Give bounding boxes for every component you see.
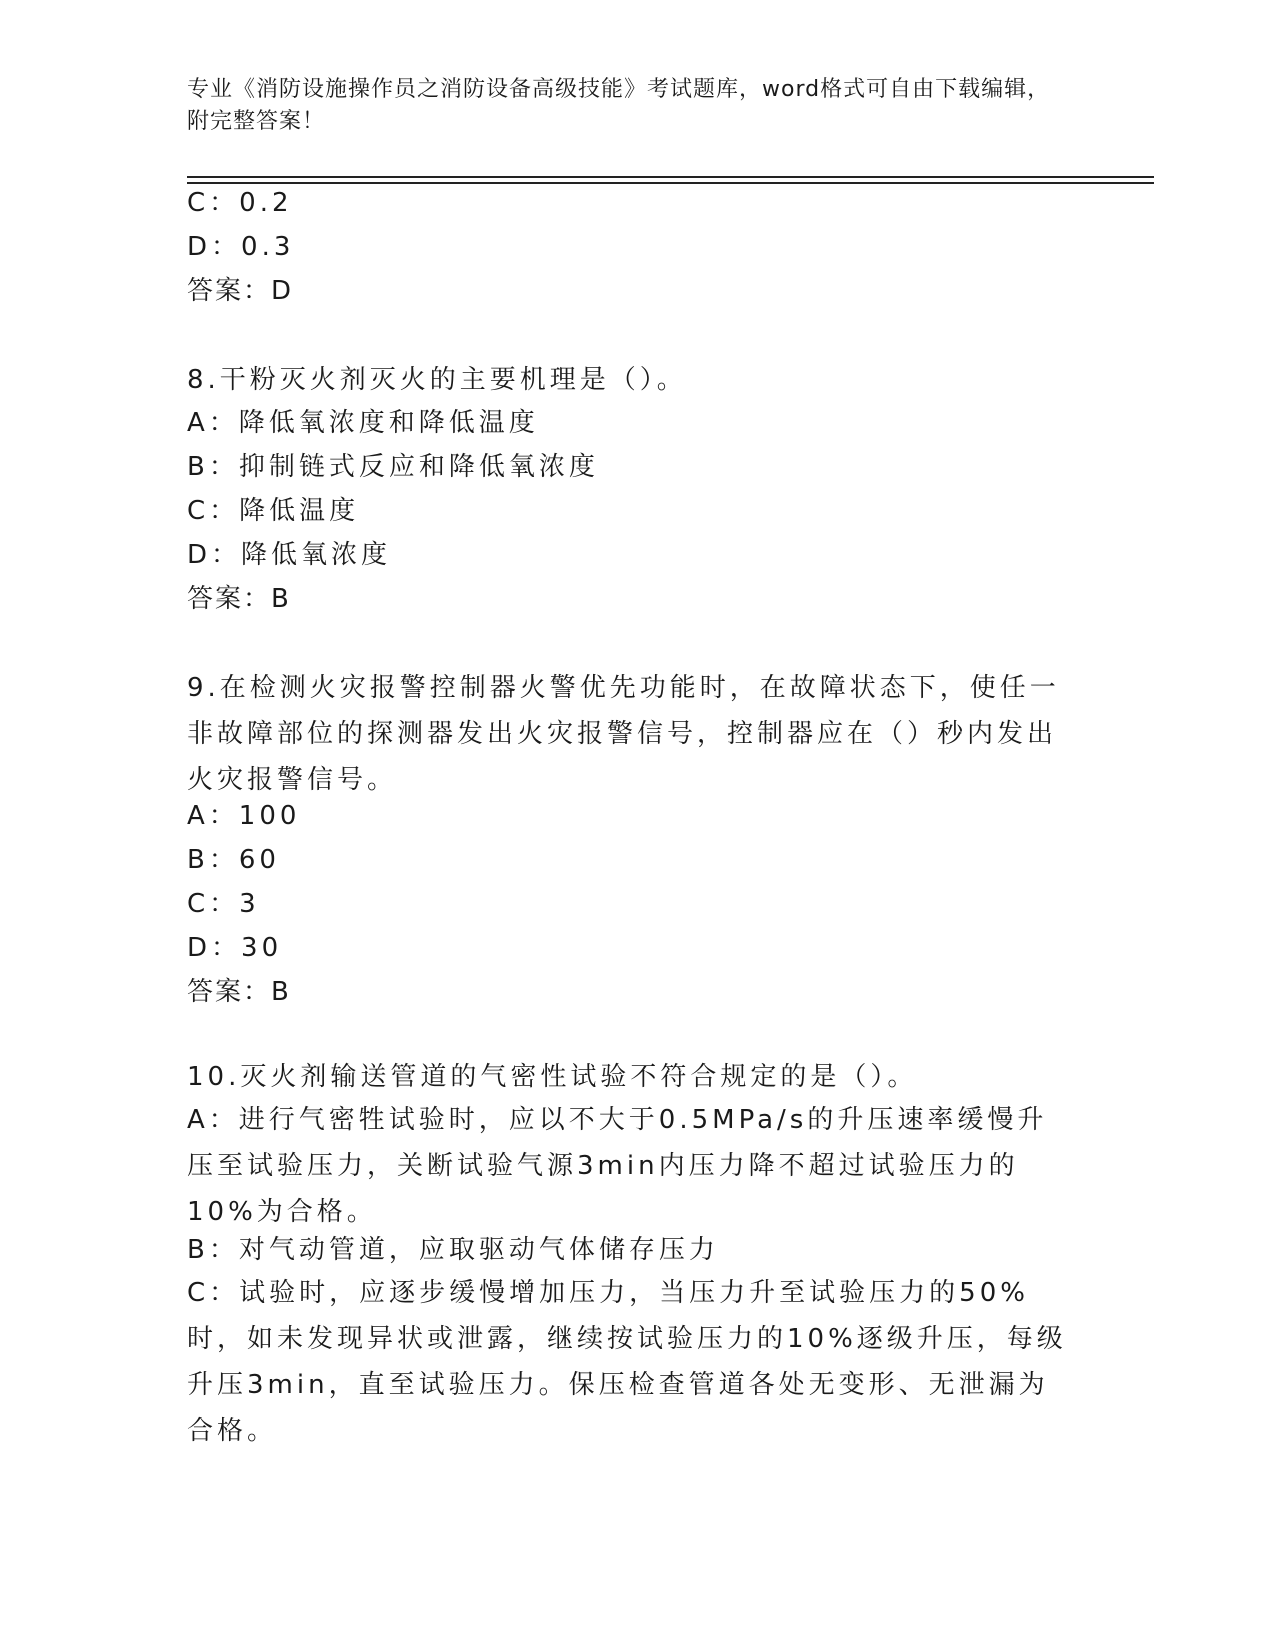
q9-option-c: C：3: [187, 889, 260, 919]
q8-option-a: A：降低氧浓度和降低温度: [187, 408, 539, 438]
q8-option-c: C：降低温度: [187, 496, 360, 526]
q7-answer: 答案：D: [187, 276, 294, 306]
q8-answer: 答案：B: [187, 584, 291, 614]
q8-option-d: D：降低氧浓度: [187, 540, 392, 570]
q9-answer: 答案：B: [187, 977, 291, 1007]
q8-stem: 8.干粉灭火剂灭火的主要机理是（）。: [187, 365, 687, 395]
header-rule-top: [187, 176, 1154, 178]
q10-option-b: B：对气动管道，应取驱动气体储存压力: [187, 1235, 719, 1265]
q9-option-a: A：100: [187, 801, 301, 831]
q10-stem: 10.灭火剂输送管道的气密性试验不符合规定的是（）。: [187, 1062, 918, 1092]
q10-option-c: C：试验时，应逐步缓慢增加压力，当压力升至试验压力的50%时，如未发现异状或泄露，继续按试验压力的10%逐级升压，每级升压3min，直至试验压力。保压检查管道各处无变形、无泄漏为合格。: [187, 1278, 1067, 1446]
q9-stem: 9.在检测火灾报警控制器火警优先功能时，在故障状态下，使任一非故障部位的探测器发出火灾报警信号，控制器应在（）秒内发出火灾报警信号。: [187, 673, 1060, 795]
q10-option-a: A：进行气密牲试验时，应以不大于0.5MPa/s的升压速率缓慢升压至试验压力，关断试验气源3min内压力降不超过试验压力的10%为合格。: [187, 1105, 1048, 1227]
q7-option-c: C：0.2: [187, 188, 293, 218]
q8-option-b: B：抑制链式反应和降低氧浓度: [187, 452, 599, 482]
q9-option-d: D：30: [187, 933, 283, 963]
q7-option-d: D：0.3: [187, 232, 295, 262]
q9-option-b: B：60: [187, 845, 280, 875]
page-header: 专业《消防设施操作员之消防设备高级技能》考试题库，word格式可自由下载编辑，附完整答案！: [187, 77, 1051, 134]
header-rule-bottom: [187, 182, 1154, 184]
